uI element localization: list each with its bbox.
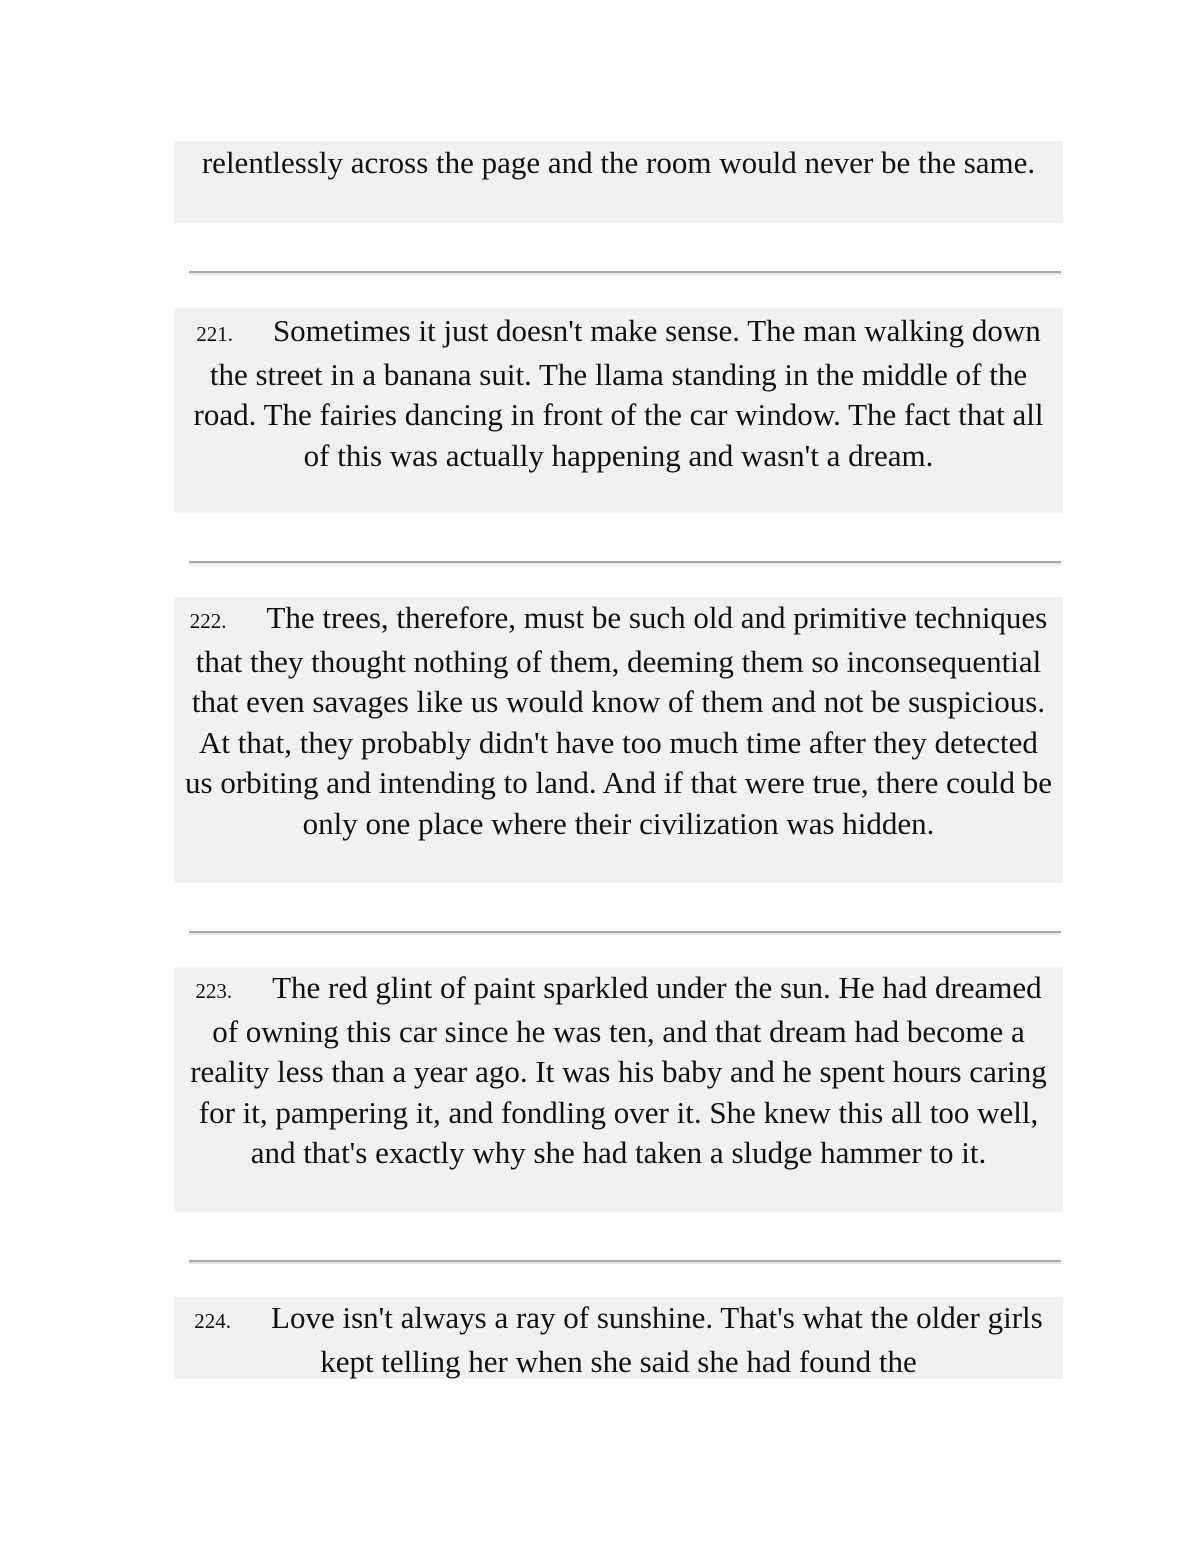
text-block-224 [174,1297,1063,1379]
entry-number: 221. [196,322,233,346]
separator-rule [189,1260,1061,1264]
paragraph-text [184,968,1053,1174]
paragraph-body: Love isn't always a ray of sunshine. That's what the older girls kept telling her when she said she had found the [271,1300,1043,1379]
separator-rule [189,271,1061,275]
separator-rule [189,561,1061,565]
entry-number: 222. [189,609,227,633]
paragraph-body: Sometimes it just doesn't make sense. The man walking down the street in a banana suit. The llama standing in the middle of the road. The fairies dancing in front of the car window. The fact that all of this was actually happening and wasn't a dream. [193,313,1044,473]
paragraph-body: The trees, therefore, must be such old and primitive techniques that they thought nothing of them, deeming them so inconsequential that even savages like us would know of them and not be suspicious. At that, they probably didn't have too much time after they detected us orbiting and intending to land. And if that were true, there could be only one place where their civilization was hidden. [185,600,1052,841]
paragraph-text [184,143,1053,184]
text-block-221 [174,308,1063,513]
paragraph-text [184,1298,1053,1379]
entry-number: 223. [195,979,233,1003]
paragraph-body: relentlessly across the page and the room would never be the same. [201,145,1036,180]
paragraph-text [184,311,1053,476]
text-block-222 [174,597,1063,883]
separator-rule [189,931,1061,935]
entry-number: 224. [194,1309,232,1333]
text-block-223 [174,967,1063,1212]
paragraph-text [184,598,1053,845]
paragraph-body: The red glint of paint sparkled under the sun. He had dreamed of owning this car since he was ten, and that dream had become a reality less than a year ago. It was his baby and he spent hours caring for it, pampering it, and fondling over it. She knew this all too well, and that's exactly why she had taken a sludge hammer to it. [190,970,1047,1171]
text-block-continued [174,141,1063,223]
